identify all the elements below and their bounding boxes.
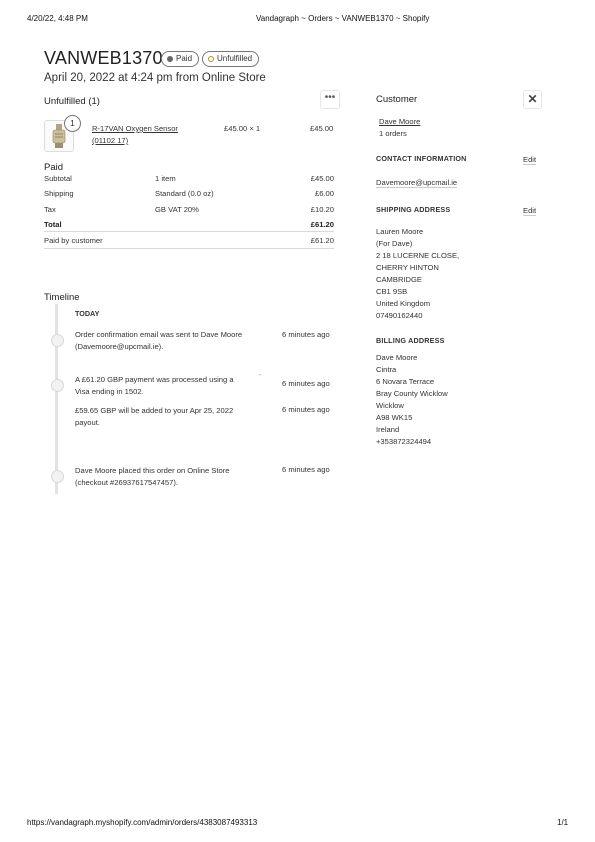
paid-by-customer-label: Paid by customer: [44, 236, 103, 245]
customer-title: Customer: [376, 94, 418, 105]
close-icon[interactable]: ✕: [523, 90, 542, 109]
shipping-address-line: CHERRY HINTON: [376, 263, 439, 272]
shipping-address-line: CB1 9SB: [376, 287, 408, 296]
shipping-address-line: 07490162440: [376, 311, 423, 320]
timeline-event-line1: Order confirmation email was sent to Dave Moore: [75, 330, 243, 339]
unfulfilled-dot-icon: [208, 56, 214, 62]
quantity-badge: 1: [64, 115, 81, 132]
timeline-event-line2: Visa ending in 1502.: [75, 387, 144, 396]
print-page-title: Vandagraph ~ Orders ~ VANWEB1370 ~ Shopify: [256, 14, 430, 23]
billing-address-line: Cintra: [376, 365, 397, 374]
billing-address-line: +353872324494: [376, 437, 432, 446]
customer-name-link[interactable]: Dave Moore: [379, 117, 421, 126]
total-label: Total: [44, 220, 62, 229]
subtotal-desc: 1 item: [155, 174, 176, 183]
billing-address-heading: BILLING ADDRESS: [376, 336, 445, 345]
print-page-number: 1/1: [557, 818, 569, 827]
timeline-event: [75, 405, 255, 429]
timeline-event-line2: (Davemoore@upcmail.ie).: [75, 342, 164, 351]
timeline-dot: [51, 334, 64, 347]
billing-address-line: Wicklow: [376, 401, 404, 410]
shipping-address-line: 2 18 LUCERNE CLOSE,: [376, 251, 460, 260]
product-line-total: £45.00: [310, 124, 334, 133]
paid-badge-label: Paid: [176, 54, 193, 63]
tax-desc: GB VAT 20%: [155, 205, 199, 214]
billing-address-line: Bray County Wicklow: [376, 389, 448, 398]
unfulfilled-badge-label: Unfulfilled: [217, 54, 253, 63]
shipping-label: Shipping: [44, 189, 74, 198]
shipping-address-line: United Kingdom: [376, 299, 431, 308]
billing-address-line: A98 WK15: [376, 413, 413, 422]
timeline-event-time: 6 minutes ago: [282, 330, 330, 339]
billing-address-line: Dave Moore: [376, 353, 418, 362]
timeline-dot: [51, 470, 64, 483]
timeline-event-line1: A £61.20 GBP payment was processed using a: [75, 375, 234, 384]
summary-divider: [44, 231, 334, 232]
timeline-line: [55, 304, 58, 494]
timeline-event-line1: Dave Moore placed this order on Online Store: [75, 466, 230, 475]
edit-contact-button[interactable]: Edit: [523, 155, 537, 164]
timeline-event-time: 6 minutes ago: [282, 405, 330, 414]
edit-shipping-button[interactable]: Edit: [523, 206, 537, 215]
timeline-event: [75, 374, 255, 398]
subtotal-label: Subtotal: [44, 174, 72, 183]
status-badge-unfulfilled: [202, 51, 259, 67]
shipping-address-heading: SHIPPING ADDRESS: [376, 205, 451, 214]
status-badge-paid: [161, 51, 199, 67]
timeline-event-line2: payout.: [75, 418, 100, 427]
timeline-today-label: TODAY: [75, 309, 100, 318]
print-datetime: 4/20/22, 4:48 PM: [27, 14, 88, 23]
timeline-dot: [51, 379, 64, 392]
timeline-title: Timeline: [44, 292, 80, 303]
paid-dot-icon: [167, 56, 173, 62]
product-sku[interactable]: (01102 17): [92, 136, 129, 145]
timeline-event-line2: (checkout #26937617547457).: [75, 478, 179, 487]
shipping-amount: £6.00: [314, 189, 334, 198]
billing-address-line: 6 Novara Terrace: [376, 377, 435, 386]
timeline-event-time: 6 minutes ago: [282, 379, 330, 388]
timeline-event: [75, 329, 255, 353]
tax-label: Tax: [44, 205, 56, 214]
unfulfilled-title: Unfulfilled (1): [44, 96, 100, 107]
shipping-address-line: CAMBRIDGE: [376, 275, 422, 284]
billing-address-line: Ireland: [376, 425, 400, 434]
expand-chevron-icon[interactable]: ⌃: [257, 374, 263, 381]
timeline-event-time: 6 minutes ago: [282, 465, 330, 474]
more-horizontal-icon[interactable]: •••: [320, 90, 340, 109]
total-amount: £61.20: [310, 220, 334, 229]
customer-orders-count: 1 orders: [379, 129, 407, 138]
order-number: VANWEB1370: [44, 48, 163, 68]
print-url: https://vandagraph.myshopify.com/admin/orders/4383087493313: [27, 818, 258, 827]
shipping-address-line: (For Dave): [376, 239, 413, 248]
contact-information-heading: CONTACT INFORMATION: [376, 154, 467, 163]
timeline-event: [75, 465, 255, 489]
order-date-line: April 20, 2022 at 4:24 pm from Online Store: [44, 72, 266, 84]
product-unit-price: £45.00 × 1: [224, 124, 261, 133]
customer-email-link[interactable]: Davemoore@upcmail.ie: [376, 178, 458, 187]
tax-amount: £10.20: [310, 205, 334, 214]
summary-bottom-divider: [44, 248, 334, 249]
subtotal-amount: £45.00: [310, 174, 334, 183]
paid-title: Paid: [44, 162, 64, 173]
shipping-desc: Standard (0.0 oz): [155, 189, 214, 198]
timeline-event-line1: £59.65 GBP will be added to your Apr 25, 2022: [75, 406, 234, 415]
product-name-link[interactable]: R-17VAN Oxygen Sensor: [92, 124, 178, 133]
paid-by-customer-amount: £61.20: [310, 236, 334, 245]
shipping-address-line: Lauren Moore: [376, 227, 424, 236]
